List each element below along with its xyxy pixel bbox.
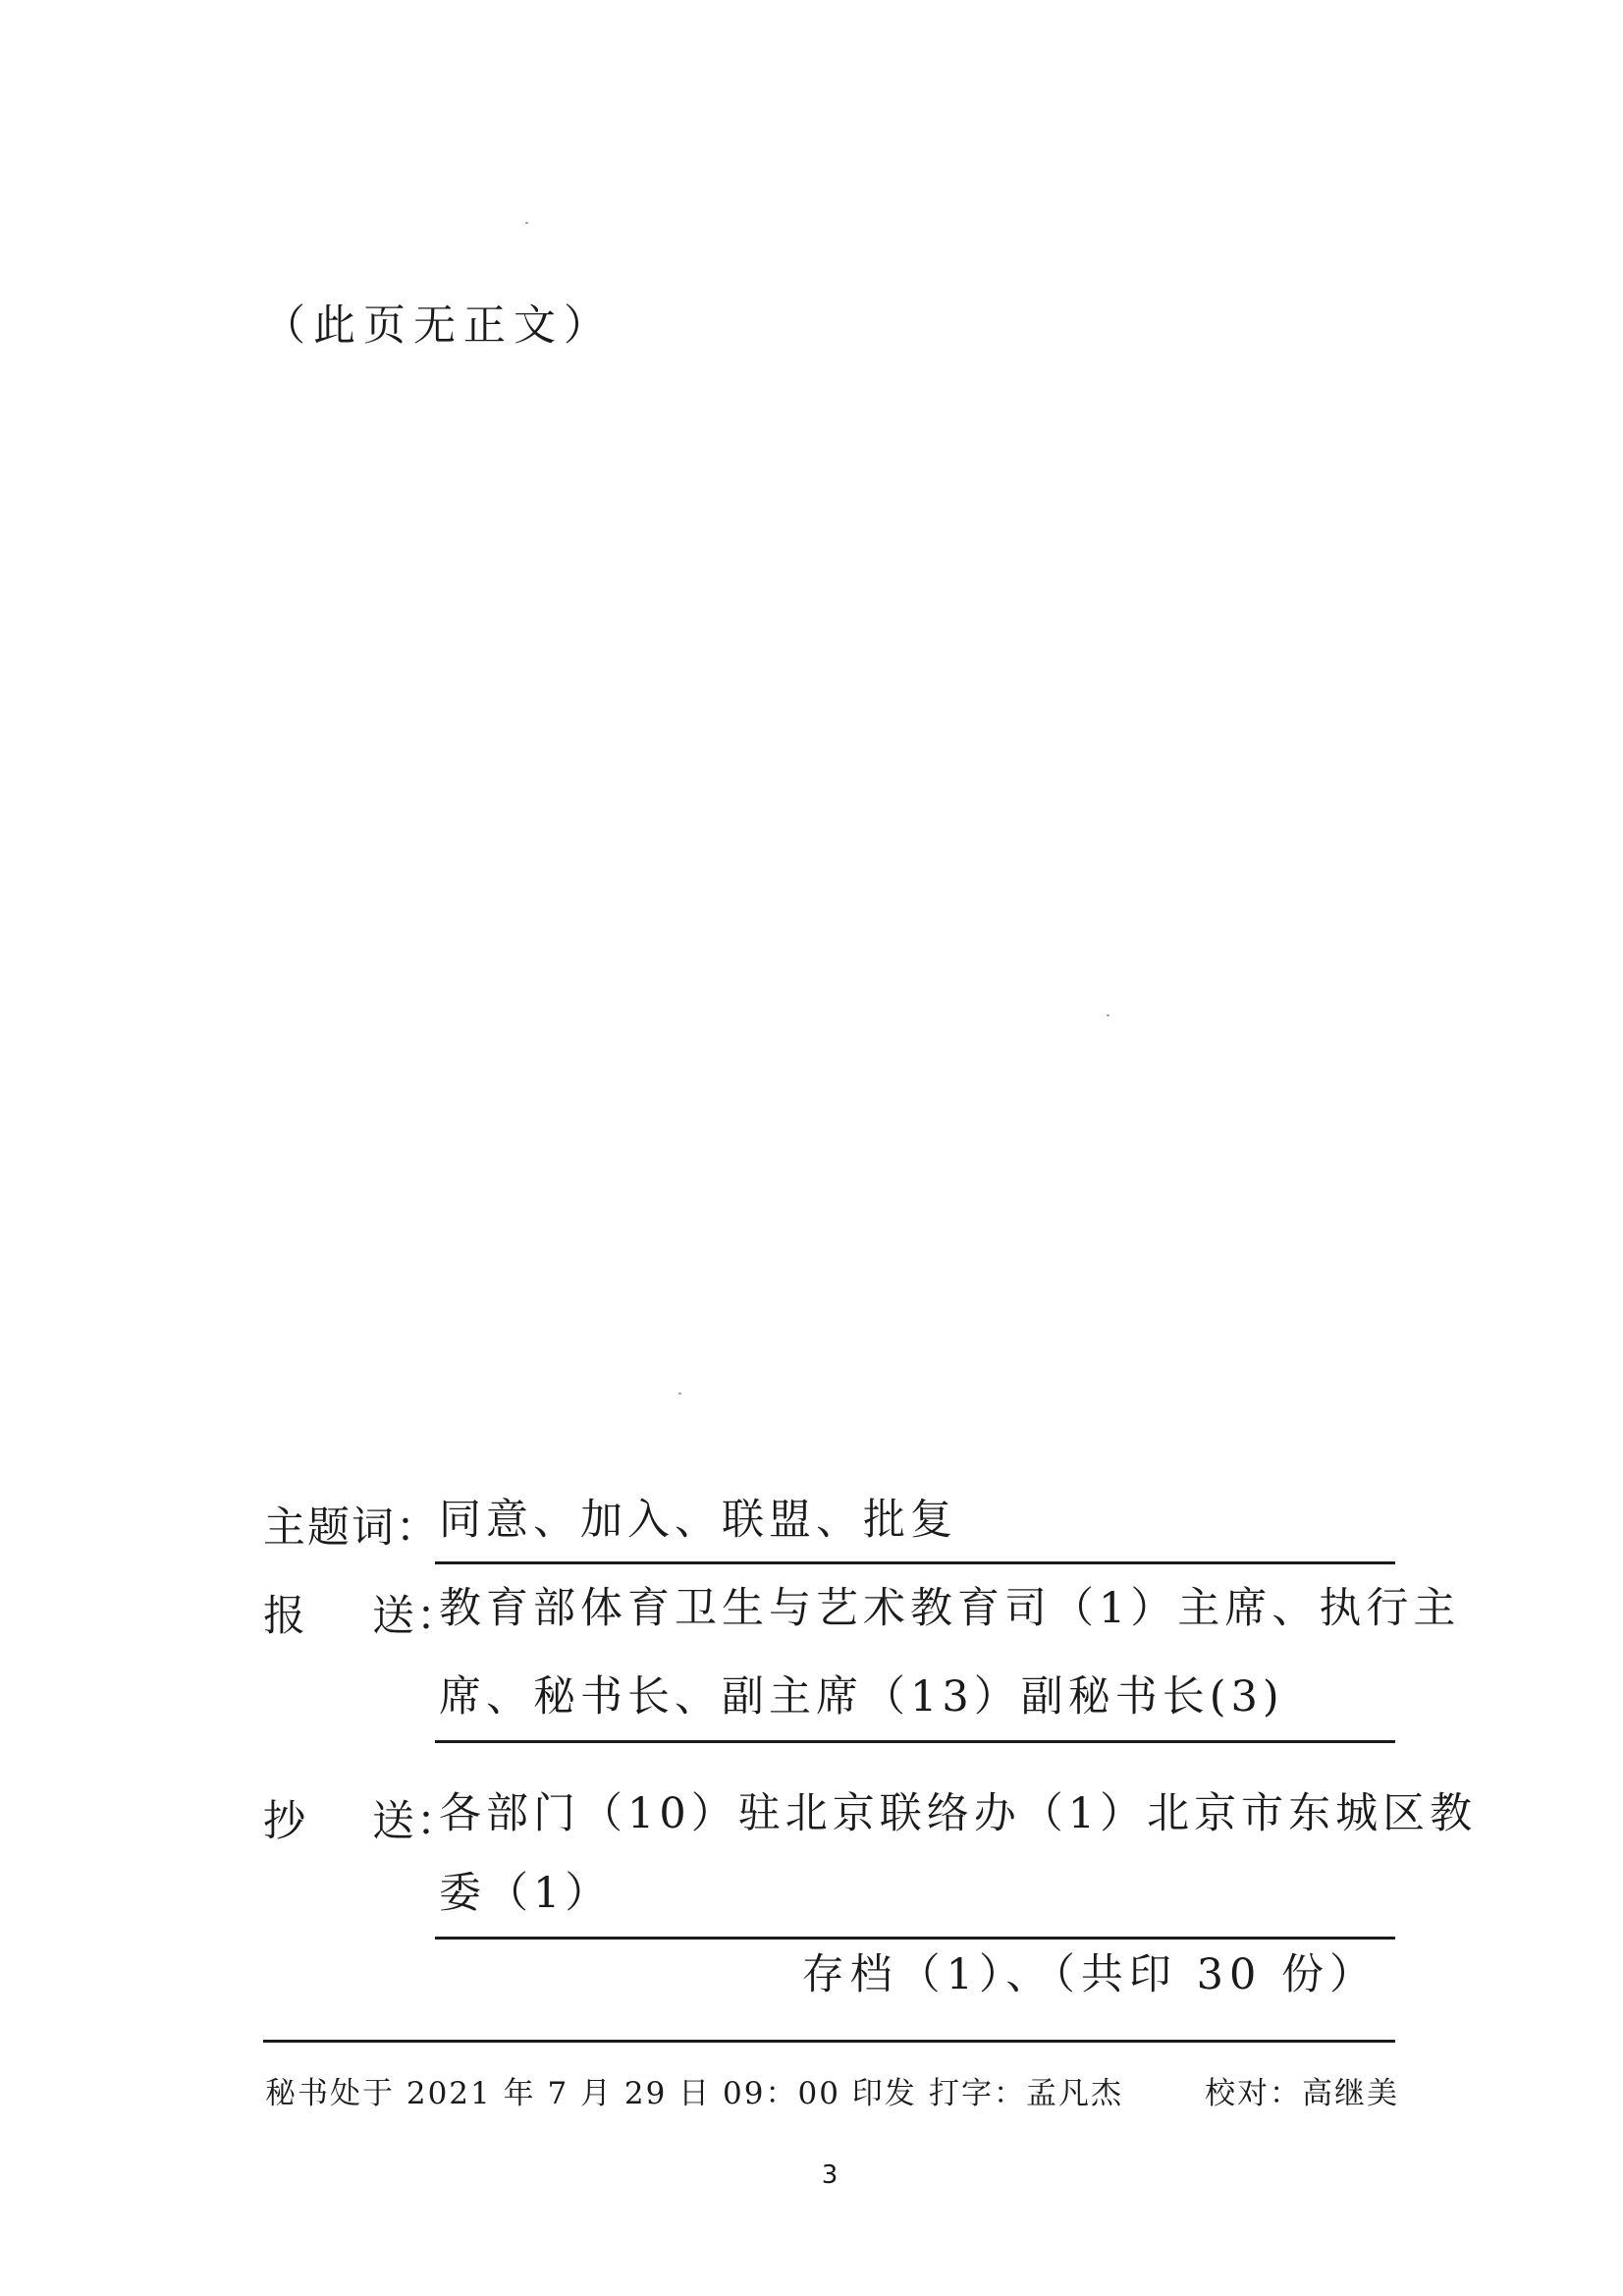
report-to-label [263,1583,460,1643]
report-to-rule [435,1740,1395,1743]
copy-to-label-second: 送： [372,1797,460,1846]
footer-typist: 打字：孟凡杰 [929,2076,1123,2111]
page-number: 3 [821,2160,839,2190]
scan-speck [678,1393,681,1394]
copy-to-line-2: 委（1） [439,1869,613,1918]
copy-to-label-first: 抄 [263,1797,372,1846]
report-to-line-1: 教育部体育卫生与艺术教育司（1）主席、执行主 [439,1584,1461,1633]
copy-to-line-1: 各部门（10）驻北京联络办（1）北京市东城区教 [439,1789,1478,1838]
page-note: （此页无正文） [263,301,614,351]
footer-proofreader: 校对：高继美 [1205,2076,1399,2111]
copy-to-rule [435,1937,1395,1940]
subject-label: 主题词： [263,1503,440,1553]
scan-speck [1107,1014,1109,1016]
copy-to-label [263,1788,460,1848]
scan-speck [525,222,528,224]
archive-count: 存档（1）、（共印 30 份） [801,1950,1378,1999]
report-to-line-2: 席、秘书长、副主席（13）副秘书长(3) [439,1672,1284,1722]
archive-rule [263,2040,1395,2043]
report-to-label-second: 送： [372,1592,460,1641]
subject-value: 同意、加入、联盟、批复 [439,1496,957,1545]
report-to-label-first: 报 [263,1592,372,1641]
footer-issued: 秘书处于 2021 年 7 月 29 日 09：00 印发 [265,2076,917,2111]
